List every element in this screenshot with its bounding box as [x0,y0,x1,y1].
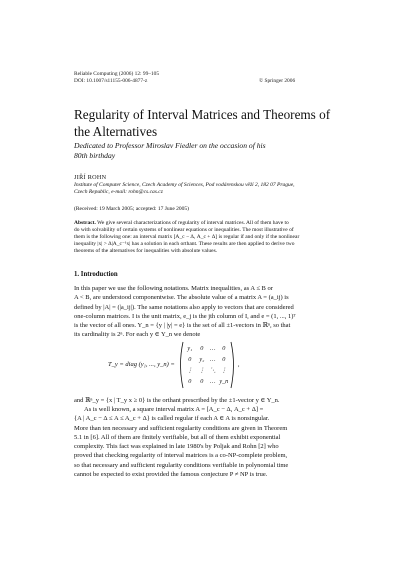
text-line: proved that checking regularity of interval matrices is a co-NP-complete problem, [74,452,288,460]
matrix-cell: 0 [188,355,192,363]
abstract-line-1: We give several characterizations of regularity of interval matrices. All of them have to [97,220,289,226]
equation-lhs: T_y = diag (y₁, ..., y_n) = [108,361,175,368]
text-line: In this paper we use the following notations. Matrix inequalities, as A ≤ B or [74,285,273,292]
text-line: is the vector of all ones. Y_n = {y | |y| = e} is the set of all ±1-vectors in ℝⁿ, so that [74,322,291,330]
dedication-line-2: 80th birthday [74,151,116,160]
matrix-cell: ⋱ [209,366,216,374]
text-line: and ℝⁿ_y = {x | T_y x ≥ 0} is the orthant prescribed by the ±1-vector y ∈ Y_n. [74,397,280,404]
matrix-cell: y₂ [199,355,205,363]
journal-citation: Reliable Computing (2006) 12: 99–105 [74,71,160,77]
matrix-cell: 0 [200,344,204,352]
matrix-cell: y_n [219,377,229,385]
matrix-cell: 0 [222,344,226,352]
abstract-line-3: them is the following one: an interval matrix [A_c − Δ, A_c + Δ] is regular if and only if the nonlinear [74,234,300,240]
matrix-cell: y₁ [187,344,193,352]
section-heading: 1. Introduction [74,271,118,278]
equation-comma: , [237,361,240,368]
dedication-line-1: Dedicated to Professor Miroslav Fiedler on the occasion of his [74,141,266,150]
paper-title-line-1: Regularity of Interval Matrices and Theorems of [74,107,331,122]
intro-paragraph-1 [74,284,324,340]
right-paren-icon [230,341,236,389]
author-affiliation-line-1: Institute of Computer Science, Czech Academy of Sciences, Pod vodárenskou věží 2, 182 07 Prague, [74,182,295,188]
matrix-cell: 0 [188,377,192,385]
matrix-cell: … [210,377,216,385]
matrix-cell: ⋮ [220,366,227,374]
copyright: © Springer 2006 [259,78,296,84]
abstract-label: Abstract. [74,220,96,226]
matrix-cell: 0 [200,377,204,385]
paper-title-line-2: the Alternatives [74,124,158,139]
text-line: defined by |A| = (|a_ij|). The same notations also apply to vectors that are considered [74,303,294,311]
intro-paragraph-3 [74,405,324,479]
intro-paragraph-2 [74,396,324,405]
matrix-cell: … [210,344,216,352]
diagonal-matrix-equation [108,341,239,389]
text-line: complexity. This fact was explained in late 1980's by Poljak and Rohn [2] who [74,443,279,451]
matrix-cell: ⋮ [186,366,193,374]
received-dates: (Received: 19 March 2005; accepted: 17 June 2005) [74,206,190,212]
text-line: More than ten necessary and sufficient regularity conditions are given in Theorem [74,424,288,432]
text-line: cannot be expected to exist provided the famous conjecture P ≠ NP is true. [74,471,268,479]
text-line: one-column matrices. I is the unit matrix, e_j is the jth column of I, and e = (1, ..., 1)ᵀ [74,312,296,320]
doi: DOI: 10.1007/s11155-006-4877-z [74,78,148,84]
abstract [74,220,332,255]
matrix-grid [184,344,230,387]
text-line: 5.1 in [6]. All of them are finitely verifiable, but all of them exhibit exponential [74,433,281,441]
author-name: JIŘÍ ROHN [74,174,107,181]
matrix-cell: … [210,355,216,363]
matrix-cell: ⋮ [198,366,205,374]
abstract-line-5: theorems of the alternatives for inequalities with absolute values. [74,248,218,254]
text-line: As is well known, a square interval matrix A = [A_c − Δ, A_c + Δ] = [84,406,264,413]
text-line: A < B, are understood componentwise. The absolute value of a matrix A = (a_ij) is [74,294,289,302]
abstract-line-4: inequality |x| > Δ|A_c⁻¹x| has a solution in each orthant. These results are then applied to derive two [74,241,295,247]
author-affiliation-line-2: Czech Republic, e-mail: rohn@cs.cas.cz [74,189,163,195]
text-line: its cardinality is 2ⁿ. For each y ∈ Y_n we denote [74,331,201,339]
matrix-cell: 0 [222,355,226,363]
text-line: {A | A_c − Δ ≤ A ≤ A_c + Δ} is called regular if each A ∈ A is nonsingular. [74,415,270,423]
abstract-line-2: do with solvability of certain systems of nonlinear equations or inequalities. The most illustrative of [74,227,294,233]
text-line: so that necessary and sufficient regularity conditions verifiable in polynomial time [74,461,289,469]
